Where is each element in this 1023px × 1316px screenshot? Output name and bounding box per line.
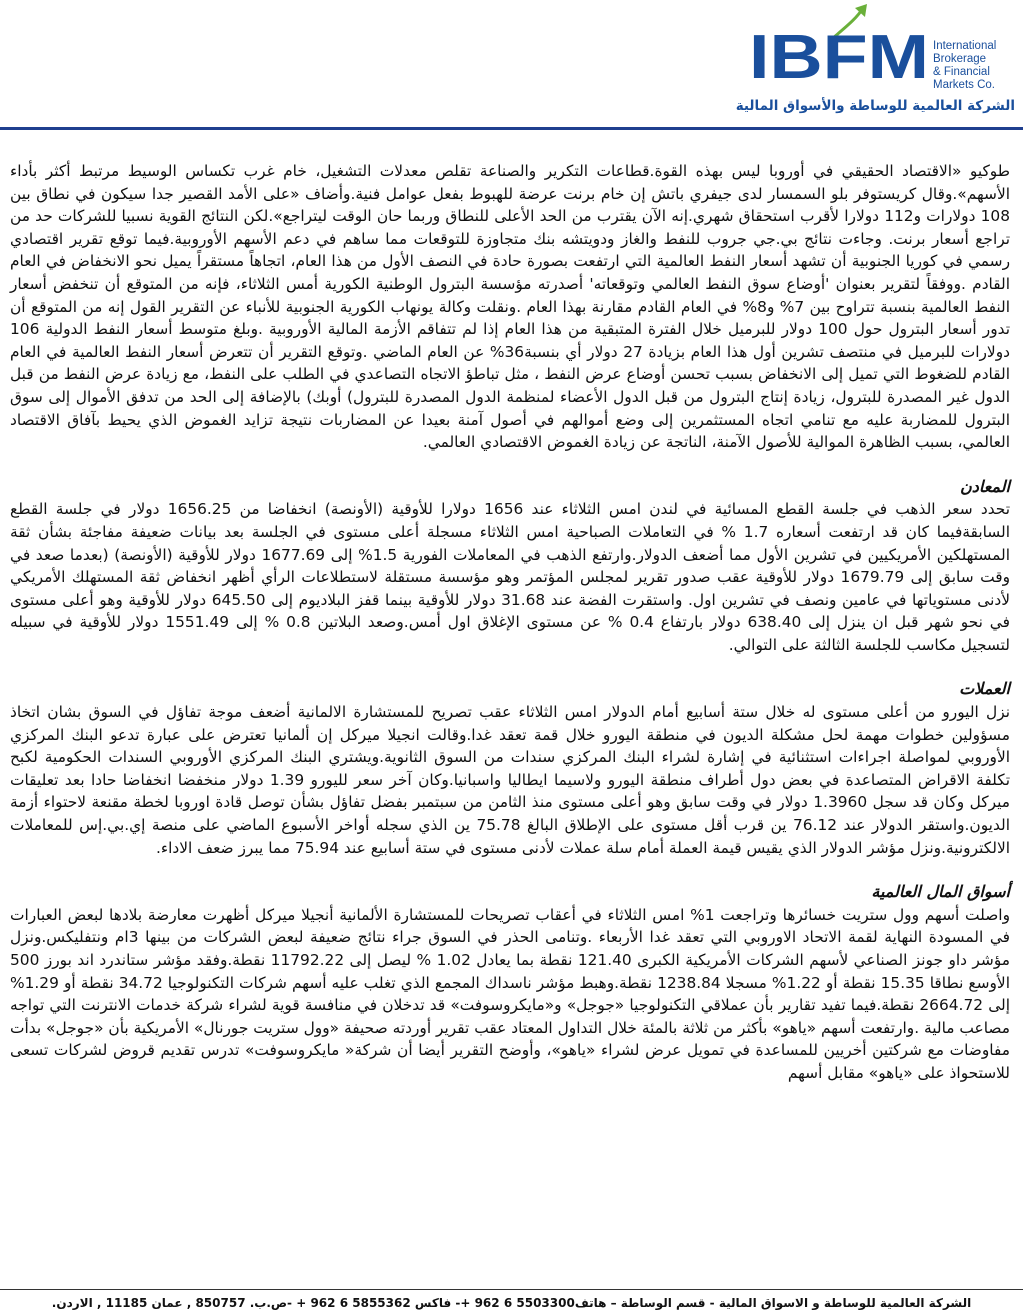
intro-paragraph: طوكيو «الاقتصاد الحقيقي في أوروبا ليس بهذه القوة.قطاعات التكرير والصناعة تقلص معدلات التشغيل، خام غرب تكساس الوسيط مرتبط أكثر بأداء الأسهم».وقال كريستوفر بلو السمسار لدى جيفري باتش إن خام برنت عرضة للهبوط بفعل عوامل فنية.وأضاف «على الأمد القصير جدا سيكون في نطاق بين 108 دولارات و112 دولارا لأقرب استحقاق شهري.إنه الآن يقترب من الحد الأعلى للنطاق وربما حان الوقت ليتراجع».لكن النتائج القوية نسبيا للشركات حد من تراجع أسعار برنت. وجاءت نتائج بي.جي جروب للنفط والغاز ودويتشه بنك متجاوزة للتوقعات مما ساهم في دعم الأسهم الأوروبية.فيما توقع تقرير اقتصادي رسمي في كوريا الجنوبية أن تشهد أسعار النفط العالمية التي ارتفعت بصورة حادة في النصف الأول من هذا العام، اتجاهاً مستقراً يميل نحو الانخفاض في العام القادم .ووفقاً لتقرير بعنوان 'أوضاع سوق النفط العالمي وتوقعاته' أصدرته مؤسسة البترول الوطنية الكورية أمس الثلاثاء، فإنه من المتوقع أن تنخفض أسعار النفط العالمية بنسبة تتراوح بين 7% و8% في العام القادم مقارنة بهذا العام .ونقلت وكالة يونهاب الكورية الجنوبية للأنباء عن التقرير القول إنه من المتوقع أن تدور أسعار البترول حول 100 دولار للبرميل خلال الفترة المتبقية من هذا العام إذا لم تتفاقم الأزمة المالية الأوروبية .وبلغ متوسط أسعار النفط الدولية 106 دولارات للبرميل في منتصف تشرين أول هذا العام بزيادة 27 دولار أي بنسبة36% عن العام الماضي .وتوقع التقرير أن تتعرض أسعار النفط العالمية في العام القادم للضغوط التي تميل إلى الانخفاض بسبب تحسن أوضاع عرض النفط ، مثل تباطؤ الاتجاه التصاعدي في الطلب على النفط، مع زيادة عرض النفط من قبل الدول غير المصدرة للبترول، زيادة إنتاج البترول من قبل الدول الأعضاء لمنظمة الدول المصدرة للبترول) أوبك) بالإضافة إلى الحد من تدفق الأموال إلى سوق البترول للمضاربة عليه مع تنامي اتجاه المستثمرين إلى وضع أموالهم في أصول آمنة بعيدا عن المضاربات نتيجة تزايد الغموض الذي يحيط بآفاق الاقتصاد العالمي، بسبب الظاهرة الموالية للأصول الآمنة، الناتجة عن زيادة الغموض الاقتصادي العالمي. (10, 162, 1010, 452)
page-footer: الشركة العالمية للوساطة و الاسواق المالية - قسم الوساطة – هاتف5503300 6 962 +- فاكس 5855362 6 962 + -ص.ب. 850757 , عمان 11185 , الاردن. (51, 1296, 972, 1310)
section-title-global-markets: أسواق المال العالمية (871, 882, 1010, 902)
logo-line: & Financial (933, 66, 990, 78)
logo-mark-text: IBFM (749, 23, 929, 84)
logo-line: Markets Co. (933, 79, 995, 91)
section-title-currencies: العملات (959, 679, 1010, 699)
section-body-metals: تحدد سعر الذهب في جلسة القطع المسائية في لندن امس الثلاثاء عند 1656 دولارا للأوقية (الأونصة) انخفاضا من 1656.25 دولار في جلسة القطع السابقةفيما كان قد ارتفعت أسعاره 1.7 % في التعاملات الصباحية امس الثلاثاء مسجلة أعلى مستوى في الجلسة بعد بيانات ضعيفة مفاجئة بشأن ثقة المستهلكين الأمريكيين في تشرين الأول مما أضعف الدولار.وارتفع الذهب في المعاملات الفورية 1.5% إلى 1677.69 دولار للأوقية (الأونصة) (بعدما صعد في وقت سابق إلى 1679.79 دولار للأوقية عقب صدور تقرير لمجلس المؤتمر وهو مؤسسة مستقلة لاستطلاعات الرأي أظهر انخفاض ثقة المستهلك الأمريكي لأدنى مستوياتها في عامين ونصف في تشرين اول. واستقرت الفضة عند 31.68 دولار للأوقية بينما قفز البلاديوم إلى 645.50 دولار للأوقية وهو أعلى مستوى في نحو شهر قبل ان ينزل إلى 638.40 دولار بارتفاع 0.4 % عن مستوى الإغلاق اول أمس.وصعد البلاتين 0.8 % إلى 1551.49 دولار للأوقية في سبيله لتسجيل مكاسب للجلسة الثالثة على التوالي. (10, 500, 1011, 654)
section-title-metals: المعادن (959, 476, 1010, 496)
ibfm-logo-mark (749, 4, 929, 84)
logo-line: Brokerage (933, 53, 987, 65)
header-divider (0, 127, 1023, 130)
logo-line: International (933, 40, 997, 52)
logo-arabic-name: الشركة العالمية للوساطة والأسواق المالية (735, 98, 1015, 114)
page-header (0, 0, 1023, 132)
section-body-currencies: نزل اليورو من أعلى مستوى له خلال ستة أسابيع أمام الدولار امس الثلاثاء عقب تصريح للمستشارة الالمانية أضعف موجة تفاؤل في السوق بشان اتخاذ مسؤولين خطوات مهمة لحل مشكلة الديون في منطقة اليورو خلال قمة تعقد غدا.وقالت انجيلا ميركل إن ألمانيا تعترض على عبارة تدعو البنك المركزي الأوروبي لمواصلة اجراءات استثنائية في إشارة لشراء البنك المركزي سندات من السوق الثانوية.ويشتري البنك المركزي الأوروبي السندات الحكومية لكبح تكلفة الاقراض المتصاعدة في بعض دول أطراف منطقة اليورو ولاسيما ايطاليا واسبانيا.وكان آخر سعر لليورو 1.39 دولار منخفضا انخفاضا حادا بعد تعليقات ميركل وكان قد سجل 1.3960 دولار في وقت سابق وهو أعلى مستوى منذ الثامن من سبتمبر بفضل تفاؤل بشأن توصل قادة اوروبا لخطة مقنعة لاحتواء أزمة الديون.واستقر الدولار عند 76.12 ين قرب أقل مستوى على الإطلاق البالغ 75.78 ين الذي سجله أواخر الأسبوع الماضي على منصة إي.بي.إس للمعاملات الالكترونية.ونزل مؤشر الدولار الذي يقيس قيمة العملة أمام سلة عملات لأدنى مستوى في ستة أسابيع عند 75.94 مما يبرز ضعف الاداء. (10, 703, 1011, 857)
section-body-global-markets: واصلت أسهم وول ستريت خسائرها وتراجعت 1% امس الثلاثاء في أعقاب تصريحات للمستشارة الألمانية أنجيلا ميركل أظهرت معارضة بلادها لبعض العبارات في المسودة النهاية لقمة الاتحاد الاوروبي التي تعقد غدا الأربعاء .وتنامى الحذر في السوق جراء نتائج ضعيفة لبعض الشركات من بينها 3ام ونتفليكس.ونزل مؤشر داو جونز الصناعي لأسهم الشركات الأمريكية الكبرى 121.40 نقطة بما يعادل 1.02 % ليصل إلى 11792.22 نقطة.وفقد مؤشر ستاندرد اند بورز 500 الأوسع نطاقا 15.35 نقطة أو 1.22% مسجلا 1238.84 نقطة.وهبط مؤشر ناسداك المجمع الذي تغلب عليه أسهم شركات التكنولوجيا 34.72 نقطة أو 1.29% إلى 2664.72 نقطة.فيما تفيد تقارير بأن عملاقي التكنولوجيا «جوجل» و«مايكروسوفت» قد تدخلان في منافسة قوية لشراء شركة خدمات الانترنت التي تواجه مصاعب مالية .وارتفعت أسهم «ياهو» بأكثر من ثلاثة بالمئة خلال التداول المعتاد عقب تقرير أوردته صحيفة «وول ستريت جورنال» الأمريكية بأن «جوجل» بدأت مفاوضات مع شركتين أخريين للمساعدة في تمويل عرض لشراء «ياهو»، وأوضح التقرير أيضا أن شركة« مايكروسوفت» تدرس تقديم قروض لشركات تسعى للاستحواذ على «ياهو» مقابل أسهم (10, 905, 1011, 1082)
company-logo (731, 2, 1021, 122)
footer-divider (0, 1289, 1023, 1290)
report-body (10, 160, 1010, 1085)
logo-english-name (933, 40, 1023, 92)
